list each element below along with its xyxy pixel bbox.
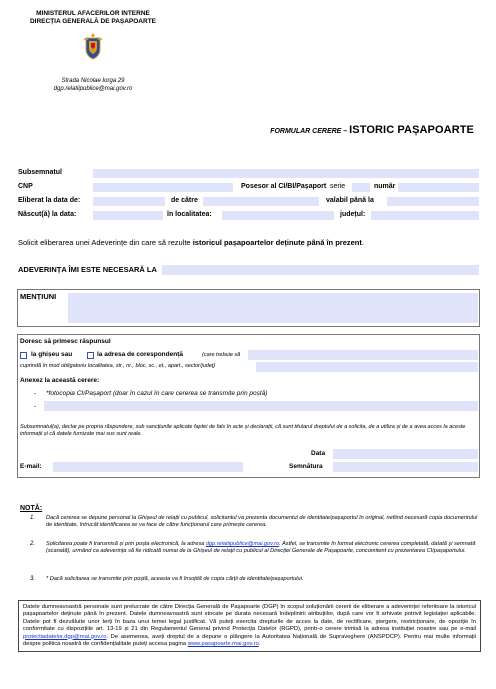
label-judetul: județul: bbox=[340, 211, 366, 218]
nota-number-2: 2. bbox=[30, 541, 36, 547]
label-eliberat: Eliberat la data de: bbox=[18, 197, 81, 204]
label-response: Doresc să primesc răspunsul bbox=[20, 338, 111, 345]
number-field[interactable] bbox=[398, 183, 479, 192]
county-field[interactable] bbox=[371, 211, 479, 220]
label-subsemnatul: Subsemnatul bbox=[18, 169, 62, 176]
label-annex: Anexez la această cerere: bbox=[20, 377, 100, 384]
annex-dash-1: - bbox=[34, 390, 37, 397]
directorate-name: DIRECȚIA GENERALĂ DE PAȘAPOARTE bbox=[29, 18, 157, 25]
declaration-text: Subsemnatul(a), declar pe propria răspundere, sub sancțiunile aplicate faptei de fals în acte și declarații, că sunt titularul dreptului de a solicita, de a utiliza și de a avea acces la aceste informații și că datele furnizate mai sus sunt reale. bbox=[20, 424, 466, 437]
contact-email: dgp.relatiipublice@mai.gov.ro bbox=[53, 86, 133, 92]
label-address: la adresa de corespondență bbox=[97, 351, 183, 358]
issue-date-field[interactable] bbox=[93, 197, 165, 206]
street-address: Strada Nicolae Iorga 29 bbox=[61, 78, 125, 84]
label-email: E-mail: bbox=[20, 463, 42, 470]
address-field-2[interactable] bbox=[256, 362, 478, 372]
name-field[interactable] bbox=[93, 169, 479, 178]
valid-until-field[interactable] bbox=[387, 197, 479, 206]
label-de-catre: de către bbox=[171, 197, 198, 204]
annex-dash-2: - bbox=[34, 403, 37, 410]
nota-item-2: Solicitarea poate fi transmisă și prin poșta electronică, la adresa dgp.relatiipublice@mai.gov.ro. Astfel, se transmite în format electronic cererea completată, datată și semnată (scanată), urmând ca adeverința să fie ridicată numai de la Ghișeul de relații cu publicul al Direcției Generale de Pașapoarte, concomitent cu prezentarea CI/pașaportului. bbox=[46, 541, 476, 555]
nota-title: NOTĂ: bbox=[20, 505, 43, 512]
letterhead bbox=[20, 10, 166, 93]
cnp-field[interactable] bbox=[93, 183, 233, 192]
label-adeverinta: ADEVERINȚA ÎMI ESTE NECESARĂ LA bbox=[18, 265, 157, 274]
gdpr-notice: Datele dumneavoastră personale sunt prelucrate de către Direcția Generală de Pașapoarte (DGP) în scopul soluționării cererii de eliberare a adeverinței referitoare la istoricul pașapoartelor deținute până în prezent. Datele dumneavoastră sunt stocate pe durata necesară îndeplinirii atribuțiilor, după care vor fi arhivate potrivit legislației aplicabile. Datele pot fi dezvăluite unor terți în baza unui temei legal justificat. Vă puteți exercita drepturile de acces la date, de rectificare, ștergere, restricționare, de opoziție în conformitate cu dispozițiile art. 13-19 și 21 din Regulamentul General privind Protecția Datelor (RGPD), printr-o cerere trimisă la adresa instituției noastre sau pe e-mail protectiadatelor.dgp@mai.gov.ro. De asemenea, aveți dreptul de a depune o plângere la Autoritatea Națională de Supraveghere (ANSPDCP). Pentru mai multe informații despre politica noastră de confidențialitate puteți accesa pagina www.pasapoarte.mai.gov.ro. bbox=[18, 600, 481, 652]
annex-field-2[interactable] bbox=[44, 401, 478, 411]
issuer-field[interactable] bbox=[203, 197, 319, 206]
label-cnp: CNP bbox=[18, 183, 33, 190]
label-signature: Semnătura bbox=[289, 463, 323, 470]
address-note-2: cuprindă în mod obligatoriu localitatea, str., nr., bloc, sc., et., apart., sector/județ) bbox=[20, 363, 216, 369]
address-field-1[interactable] bbox=[248, 350, 478, 360]
label-numar: număr bbox=[374, 183, 396, 190]
ministry-name: MINISTERUL AFACERILOR INTERNE bbox=[36, 10, 150, 17]
label-posesor: Posesor al CI/BI/Pașaport bbox=[241, 183, 327, 190]
nota-item-1: Dacă cererea se depune personal la Ghișeul de relații cu publicul, solicitantul va prezenta documentul de identitate/pașaportul în original, nefiind necesară copia documentului de identitate, întrucât identificarea se va face de către funcționarul care primește cererea. bbox=[46, 515, 478, 529]
signature-field[interactable] bbox=[333, 462, 478, 472]
label-valabil: valabil până la bbox=[326, 197, 374, 204]
label-mentiuni: MENȚIUNI bbox=[20, 292, 57, 301]
date-field[interactable] bbox=[333, 449, 478, 459]
nota-number-1: 1. bbox=[30, 515, 36, 521]
birth-date-field[interactable] bbox=[93, 211, 163, 220]
birth-place-field[interactable] bbox=[222, 211, 334, 220]
label-serie: serie bbox=[330, 183, 346, 190]
mentions-field[interactable] bbox=[68, 293, 478, 323]
label-date: Data bbox=[311, 450, 326, 457]
gdpr-website-link[interactable]: www.pasapoarte.mai.gov.ro bbox=[187, 641, 259, 648]
series-field[interactable] bbox=[352, 183, 370, 192]
form-title bbox=[270, 124, 474, 136]
coat-of-arms-icon bbox=[82, 31, 104, 61]
form-title-prefix: FORMULAR CERERE – bbox=[270, 128, 350, 135]
checkbox-counter[interactable] bbox=[20, 352, 27, 359]
email-field[interactable] bbox=[53, 462, 243, 472]
gdpr-email-link[interactable]: protectiadatelor.dgp@mai.gov.ro bbox=[23, 633, 107, 640]
nota-number-3: 3. bbox=[30, 576, 36, 582]
address-note: (care trebuie să bbox=[202, 352, 241, 358]
request-statement: Solicit eliberarea unei Adeverințe din care să rezulte istoricul pașapoartelor deținute până în prezent. bbox=[18, 238, 364, 247]
nota-email-link[interactable]: dgp.relatiipublice@mai.gov.ro bbox=[205, 541, 280, 547]
checkbox-address[interactable] bbox=[87, 352, 94, 359]
label-localitatea: în localitatea: bbox=[167, 211, 212, 218]
label-counter: la ghișeu sau bbox=[31, 351, 73, 358]
nota-item-3: * Dacă solicitarea se transmite prin poștă, aceasta va fi însoțită de copia cărții de identitate/pașaportului. bbox=[46, 576, 304, 582]
purpose-field[interactable] bbox=[162, 265, 479, 275]
label-nascut: Născut(ă) la data: bbox=[18, 211, 77, 218]
annex-item-1: *fotocopia CI/Pașaport (doar în cazul în care cererea se transmite prin poștă) bbox=[46, 390, 268, 397]
form-title-main: ISTORIC PAȘAPOARTE bbox=[349, 124, 474, 136]
